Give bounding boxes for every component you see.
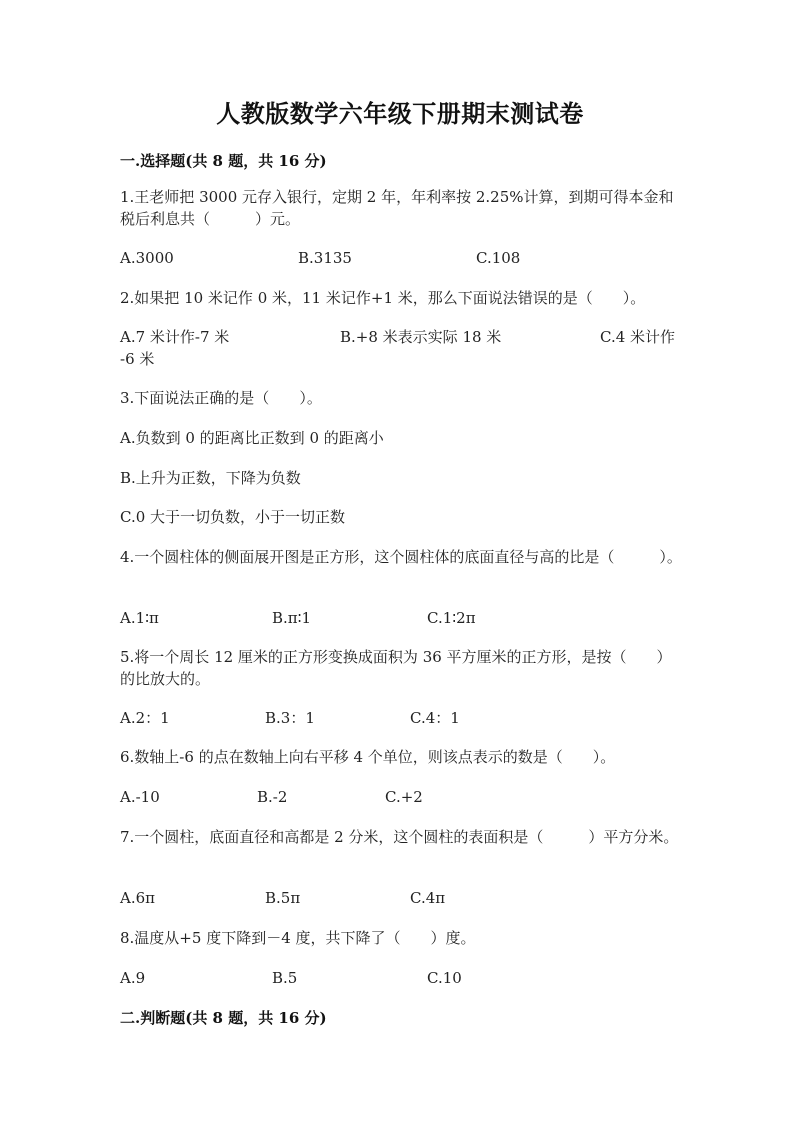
question-2-options [120, 326, 685, 348]
option-b: B.-2 [257, 788, 288, 806]
option-b: B.5π [265, 889, 301, 907]
question-4-options [120, 607, 685, 629]
question-2-option-c-wrap: -6 米 [120, 350, 155, 368]
option-c: C.108 [476, 249, 521, 267]
option-c: C.4 米计作 [600, 328, 676, 346]
option-c: C.0 大于一切负数，小于一切正数 [120, 508, 346, 526]
question-8-options [120, 967, 685, 989]
option-b: B.上升为正数，下降为负数 [120, 469, 301, 487]
question-7-options [120, 887, 685, 909]
option-a: A.-10 [120, 788, 160, 806]
option-a: A.7 米计作-7 米 [120, 328, 230, 346]
option-c: C.+2 [385, 788, 423, 806]
option-a: A.1∶π [120, 609, 159, 627]
section-heading-judgement: 二.判断题(共 8 题，共 16 分) [120, 1009, 327, 1027]
option-a: A.2：1 [120, 709, 170, 727]
question-8: 8.温度从+5 度下降到－4 度，共下降了（ ）度。 [120, 929, 476, 947]
option-b: B.5 [272, 969, 298, 987]
question-7: 7.一个圆柱，底面直径和高都是 2 分米，这个圆柱的表面积是（ ）平方分米。 [120, 828, 679, 846]
option-a: A.3000 [120, 249, 174, 267]
option-b: B.π∶1 [272, 609, 312, 627]
option-a: A.负数到 0 的距离比正数到 0 的距离小 [120, 429, 384, 447]
option-c: C.1∶2π [427, 609, 476, 627]
option-b: B.+8 米表示实际 18 米 [340, 328, 502, 346]
option-c: C.4：1 [410, 709, 460, 727]
option-c: C.10 [427, 969, 462, 987]
question-5: 5.将一个周长 12 厘米的正方形变换成面积为 36 平方厘米的正方形，是按（ ）的比放大的。 [120, 648, 672, 688]
option-b: B.3135 [298, 249, 352, 267]
option-a: A.9 [120, 969, 146, 987]
question-4: 4.一个圆柱体的侧面展开图是正方形，这个圆柱体的底面直径与高的比是（ ）。 [120, 548, 682, 566]
page-title: 人教版数学六年级下册期末测试卷 [216, 99, 584, 128]
question-1-options [120, 247, 685, 269]
question-2: 2.如果把 10 米记作 0 米，11 米记作+1 米，那么下面说法错误的是（ ）。 [120, 289, 646, 307]
question-5-options [120, 707, 685, 729]
option-c: C.4π [410, 889, 446, 907]
question-1: 1.王老师把 3000 元存入银行，定期 2 年，年利率按 2.25%计算，到期可得本金和税后利息共（ ）元。 [120, 188, 674, 228]
question-3: 3.下面说法正确的是（ ）。 [120, 389, 322, 407]
question-6-options [120, 786, 685, 808]
option-b: B.3：1 [265, 709, 315, 727]
section-heading-choice: 一.选择题(共 8 题，共 16 分) [120, 152, 327, 170]
option-a: A.6π [120, 889, 156, 907]
question-6: 6.数轴上-6 的点在数轴上向右平移 4 个单位，则该点表示的数是（ ）。 [120, 748, 616, 766]
